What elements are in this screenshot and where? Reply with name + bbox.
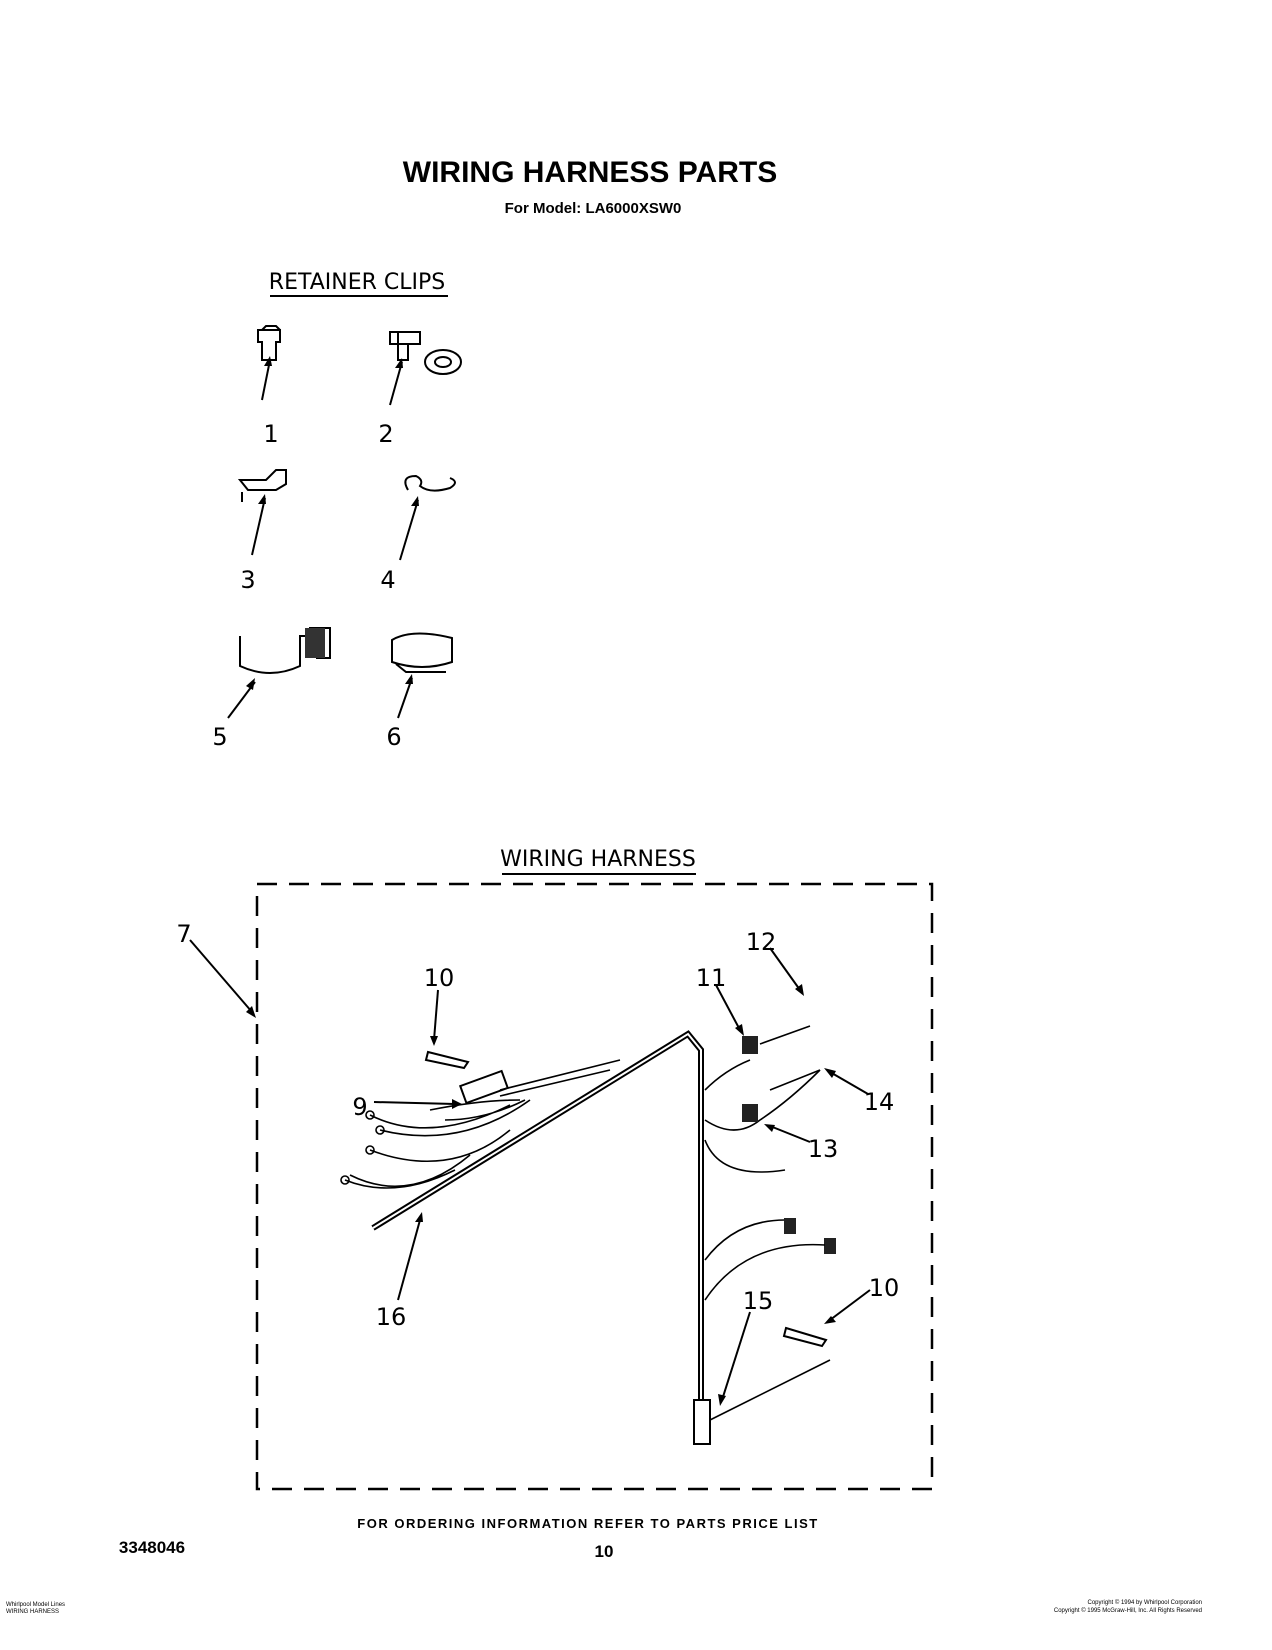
clip-6-drawing	[392, 633, 452, 718]
footer-left-line-2: WIRING HARNESS	[6, 1609, 60, 1615]
ordering-note: FOR ORDERING INFORMATION REFER TO PARTS PRICE LIST	[357, 1516, 819, 1531]
clip-3-drawing	[240, 470, 286, 555]
page-title: WIRING HARNESS PARTS	[402, 156, 778, 189]
callout-9: 9	[352, 1093, 368, 1121]
page-number: 10	[594, 1542, 614, 1561]
copyright-line-1: Copyright © 1994 by Whirlpool Corporation	[1087, 1600, 1202, 1606]
document-number: 3348046	[118, 1538, 186, 1557]
callout-2: 2	[378, 420, 394, 448]
copyright-line-2: Copyright © 1995 McGraw-Hill, Inc. All Rights Reserved	[1053, 1608, 1202, 1614]
callout-15: 15	[742, 1287, 774, 1315]
callout-12: 12	[745, 928, 777, 956]
callout-4: 4	[380, 566, 396, 594]
callout-arrows	[190, 940, 870, 1406]
callout-6: 6	[386, 723, 402, 751]
callout-3: 3	[240, 566, 256, 594]
footer-left-line-1: Whirlpool Model Lines	[6, 1602, 66, 1608]
callout-5: 5	[212, 723, 228, 751]
harness-dashed-box	[257, 884, 932, 1489]
callout-7: 7	[176, 920, 192, 948]
clip-4-drawing	[400, 476, 455, 560]
retainer-clips-heading: RETAINER CLIPS	[268, 270, 446, 295]
wiring-harness-heading: WIRING HARNESS	[500, 847, 696, 872]
callout-10-top: 10	[423, 964, 455, 992]
clip-2-drawing	[390, 332, 461, 405]
callout-16: 16	[375, 1303, 407, 1331]
clip-1-drawing	[258, 326, 280, 400]
callout-13: 13	[807, 1135, 839, 1163]
callout-10-bottom: 10	[868, 1274, 900, 1302]
callout-1: 1	[263, 420, 279, 448]
callout-14: 14	[863, 1088, 895, 1116]
callout-11: 11	[695, 964, 727, 992]
model-subtitle: For Model: LA6000XSW0	[504, 200, 682, 217]
clip-5-drawing	[228, 628, 330, 718]
